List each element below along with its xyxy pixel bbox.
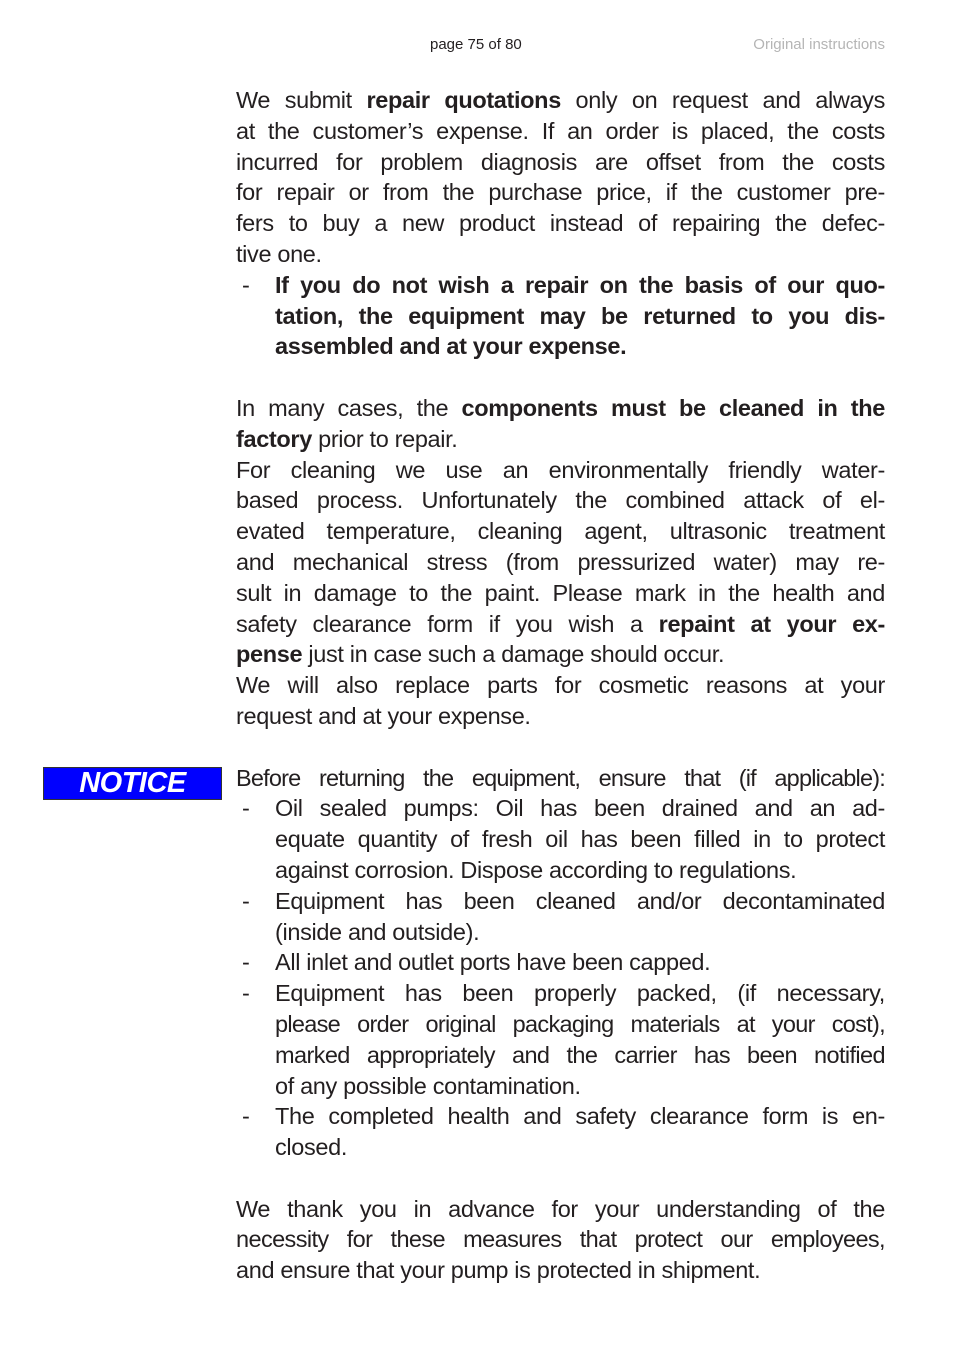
text-line: Equipment has been properly packed, (if necessary, xyxy=(275,980,885,1007)
text-line: and mechanical stress (from pressurized water) may re- xyxy=(236,548,885,575)
text-line: against corrosion. Dispose according to regulations. xyxy=(275,856,797,883)
text-line: We will also replace parts for cosmetic reasons at your xyxy=(236,672,885,699)
text-line: evated temperature, cleaning agent, ultrasonic treatment xyxy=(236,518,885,545)
text-line: necessity for these measures that protect our employees, xyxy=(236,1226,885,1253)
document-type-label: Original instructions xyxy=(753,36,885,53)
repair-refusal-bullet xyxy=(236,270,885,362)
text-line: safety clearance form if you wish a repaint at your ex- xyxy=(236,610,885,637)
text-line: For cleaning we use an environmentally friendly water- xyxy=(236,456,885,483)
text-line: tive one. xyxy=(236,240,322,267)
text-line: tation, the equipment may be returned to you dis- xyxy=(275,302,885,329)
text-line: In many cases, the components must be cleaned in the xyxy=(236,394,885,421)
page-number: page 75 of 80 xyxy=(430,36,522,53)
text-line: Oil sealed pumps: Oil has been drained and an ad- xyxy=(275,795,885,822)
cleaning-paragraph xyxy=(236,393,885,732)
notice-badge: NOTICE xyxy=(43,767,222,800)
text-line: We submit repair quotations only on request and always xyxy=(236,87,885,113)
text-line: incurred for problem diagnosis are offset from the costs xyxy=(236,148,885,175)
text-line: request and at your expense. xyxy=(236,702,531,729)
checklist-intro: Before returning the equipment, ensure that (if applicable): xyxy=(236,764,885,791)
text-line: (inside and outside). xyxy=(275,918,480,945)
bullet-dash: - xyxy=(242,887,250,914)
text-line: closed. xyxy=(275,1134,348,1161)
text-line: factory prior to repair. xyxy=(236,425,458,452)
text-line: If you do not wish a repair on the basis of our quo- xyxy=(275,271,885,298)
repair-quotations-paragraph xyxy=(236,85,885,270)
text-line: sult in damage to the paint. Please mark in the health and xyxy=(236,579,885,606)
checklist-item-oil xyxy=(236,793,885,885)
text-line: assembled and at your expense. xyxy=(275,333,627,360)
checklist-item-ports xyxy=(236,947,885,978)
bullet-dash: - xyxy=(242,980,250,1007)
bullet-dash: - xyxy=(242,271,250,298)
text-line: fers to buy a new product instead of repairing the defec- xyxy=(236,210,885,237)
text-line: The completed health and safety clearance form is en- xyxy=(275,1103,885,1130)
checklist-item-cleaned xyxy=(236,886,885,948)
text-line: We thank you in advance for your understanding of the xyxy=(236,1195,885,1222)
checklist-item-packed xyxy=(236,978,885,1101)
text-line: please order original packaging materials at your cost), xyxy=(275,1010,885,1037)
document-body xyxy=(236,85,885,1286)
bullet-dash: - xyxy=(242,1103,250,1130)
text-line: All inlet and outlet ports have been capped. xyxy=(275,949,711,976)
text-line: pense just in case such a damage should occur. xyxy=(236,641,725,668)
closing-paragraph xyxy=(236,1194,885,1286)
text-line: for repair or from the purchase price, if the customer pre- xyxy=(236,179,885,206)
text-line: marked appropriately and the carrier has been notified xyxy=(275,1041,885,1068)
return-checklist xyxy=(236,763,885,1163)
bullet-dash: - xyxy=(242,795,250,822)
text-line: at the customer’s expense. If an order is placed, the costs xyxy=(236,117,885,144)
text-line: of any possible contamination. xyxy=(275,1072,581,1099)
text-line: and ensure that your pump is protected in shipment. xyxy=(236,1257,761,1284)
bullet-dash: - xyxy=(242,949,250,976)
text-line: equate quantity of fresh oil has been filled in to protect xyxy=(275,826,885,853)
checklist-item-form xyxy=(236,1101,885,1163)
text-line: Equipment has been cleaned and/or decontaminated xyxy=(275,887,885,914)
text-line: based process. Unfortunately the combined attack of el- xyxy=(236,487,885,514)
